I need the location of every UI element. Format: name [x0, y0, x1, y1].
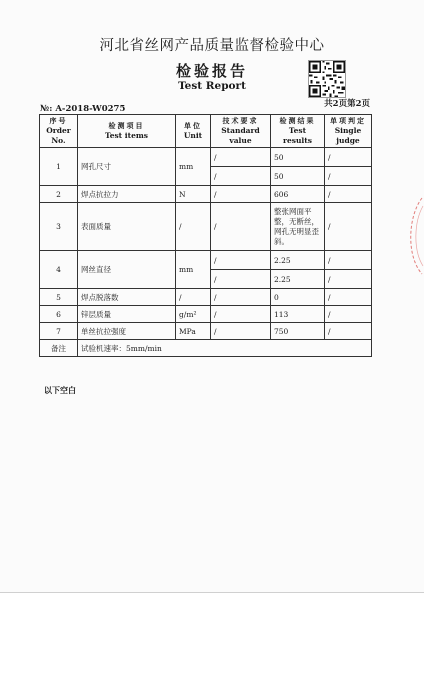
unit-cell: g/m² [176, 306, 211, 323]
result-cell: 0 [271, 289, 325, 306]
result-cell: 2.25 [271, 251, 325, 270]
test-item: 焊点脱落数 [78, 289, 176, 306]
red-seal-stamp [404, 196, 424, 276]
table-row [40, 289, 372, 306]
test-item: 锌层质量 [78, 306, 176, 323]
judge-cell: / [325, 289, 372, 306]
standard-cell: / [211, 323, 271, 340]
unit-cell: mm [176, 251, 211, 289]
standard-cell: / [211, 148, 271, 167]
standard-cell: / [211, 306, 271, 323]
judge-cell: / [325, 148, 372, 167]
table-header-row [40, 115, 372, 148]
result-cell: 750 [271, 323, 325, 340]
judge-cell: / [325, 306, 372, 323]
unit-cell: / [176, 289, 211, 306]
table-row [40, 148, 372, 167]
judge-cell: / [325, 186, 372, 203]
qr-code-icon [308, 60, 346, 98]
result-cell: 50 [271, 148, 325, 167]
standard-cell: / [211, 251, 271, 270]
page-count: 共2页第2页 [324, 99, 370, 109]
report-title-cn: 检验报告 [175, 62, 248, 80]
order-no: 5 [40, 289, 78, 306]
document-number: №: A-2018-W0275 [40, 104, 126, 114]
col-header-result: 检测结果 Test results [271, 115, 325, 148]
blank-below-note: 以下空白 [44, 385, 76, 395]
result-cell: 整张网面平整，无断丝，网孔无明显歪斜。 [271, 203, 325, 251]
judge-cell: / [325, 167, 372, 186]
notes-text: 试验机速率：5mm/min [78, 340, 372, 357]
order-no: 6 [40, 306, 78, 323]
judge-cell: / [325, 270, 372, 289]
order-no: 2 [40, 186, 78, 203]
test-item: 网丝直径 [78, 251, 176, 289]
notes-label: 备注 [40, 340, 78, 357]
col-header-order: 序号 Order No. [40, 115, 78, 148]
judge-cell: / [325, 323, 372, 340]
order-no: 4 [40, 251, 78, 289]
report-title-en: Test Report [178, 80, 246, 92]
table-row [40, 186, 372, 203]
standard-cell: / [211, 186, 271, 203]
table-row [40, 203, 372, 251]
col-header-unit: 单位 Unit [176, 115, 211, 148]
result-cell: 50 [271, 167, 325, 186]
order-no: 1 [40, 148, 78, 186]
notes-row [40, 340, 372, 357]
standard-cell: / [211, 167, 271, 186]
unit-cell: / [176, 203, 211, 251]
test-item: 单丝抗拉强度 [78, 323, 176, 340]
col-header-standard: 技术要求 Standard value [211, 115, 271, 148]
standard-cell: / [211, 270, 271, 289]
order-no: 3 [40, 203, 78, 251]
col-header-item: 检测项目 Test items [78, 115, 176, 148]
org-title: 河北省丝网产品质量监督检验中心 [99, 38, 325, 54]
result-cell: 113 [271, 306, 325, 323]
order-no: 7 [40, 323, 78, 340]
result-cell: 2.25 [271, 270, 325, 289]
judge-cell: / [325, 251, 372, 270]
unit-cell: N [176, 186, 211, 203]
test-item: 表面质量 [78, 203, 176, 251]
unit-cell: mm [176, 148, 211, 186]
standard-cell: / [211, 203, 271, 251]
col-header-judge: 单项判定 Single judge [325, 115, 372, 148]
test-results-table [39, 114, 372, 357]
unit-cell: MPa [176, 323, 211, 340]
table-row [40, 323, 372, 340]
standard-cell: / [211, 289, 271, 306]
test-item: 焊点抗拉力 [78, 186, 176, 203]
test-item: 网孔尺寸 [78, 148, 176, 186]
table-row [40, 306, 372, 323]
result-cell: 606 [271, 186, 325, 203]
judge-cell: / [325, 203, 372, 251]
table-row [40, 251, 372, 270]
